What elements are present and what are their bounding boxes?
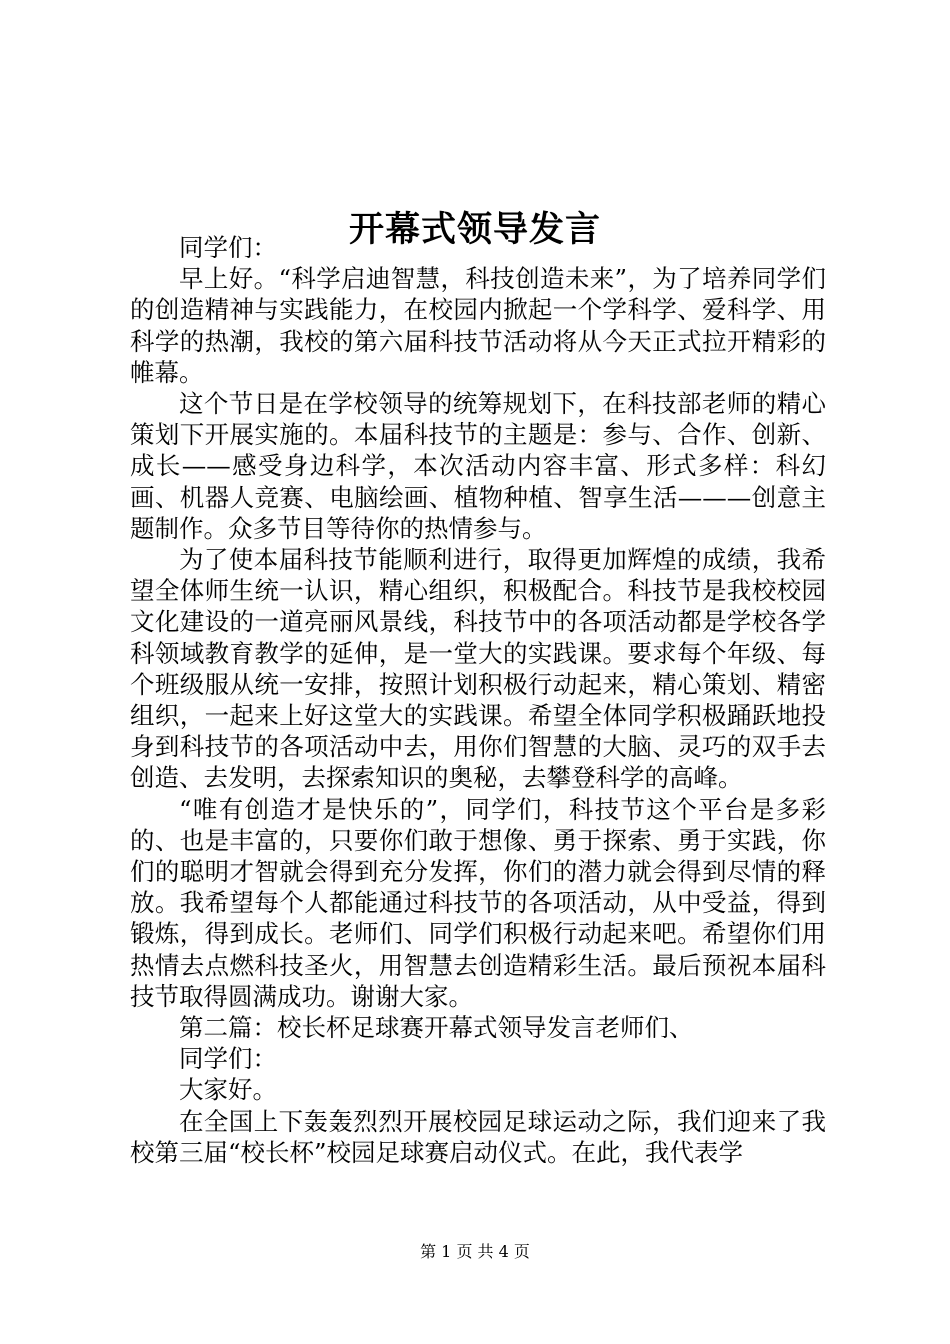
paragraph: 这个节日是在学校领导的统筹规划下，在科技部老师的精心策划下开展实施的。本届科技节的主题是：参与、合作、创新、成长——感受身边科学，本次活动内容丰富、形式多样：科幻画、机器人竞赛、电脑绘画、植物种植、智享生活———创意主题制作。众多节目等待你的热情参与。 xyxy=(130,389,826,543)
paragraph: 同学们： xyxy=(179,233,277,262)
paragraph: 在全国上下轰轰烈烈开展校园足球运动之际，我们迎来了我校第三届“校长杯”校园足球赛启动仪式。在此，我代表学 xyxy=(130,1106,826,1167)
paragraph: “唯有创造才是快乐的”，同学们，科技节这个平台是多彩的、也是丰富的，只要你们敢于想像、勇于探索、勇于实践，你们的聪明才智就会得到充分发挥，你们的潜力就会得到尽情的释放。我希望每个人都能通过科技节的各项活动，从中受益，得到锻炼，得到成长。老师们、同学们积极行动起来吧。希望你们用热情去点燃科技圣火，用智慧去创造精彩生活。最后预祝本届科技节取得圆满成功。谢谢大家。 xyxy=(130,794,826,1011)
document-title: 开幕式领导发言 xyxy=(348,209,601,251)
paragraph: 同学们： xyxy=(179,1044,277,1074)
page-number: 第 1 页 共 4 页 xyxy=(420,1242,530,1261)
paragraph: 第二篇：校长杯足球赛开幕式领导发言老师们、 xyxy=(179,1013,694,1043)
paragraph: 为了使本届科技节能顺利进行，取得更加辉煌的成绩，我希望全体师生统一认识，精心组织，积极配合。科技节是我校校园文化建设的一道亮丽风景线，科技节中的各项活动都是学校各学科领域教育教学的延伸，是一堂大的实践课。要求每个年级、每个班级服从统一安排，按照计划积极行动起来，精心策划、精密组织，一起来上好这堂大的实践课。希望全体同学积极踊跃地投身到科技节的各项活动中去，用你们智慧的大脑、灵巧的双手去创造、去发明，去探索知识的奥秘，去攀登科学的高峰。 xyxy=(130,545,826,793)
paragraph: 早上好。“科学启迪智慧，科技创造未来”，为了培养同学们的创造精神与实践能力，在校园内掀起一个学科学、爱科学、用科学的热潮，我校的第六届科技节活动将从今天正式拉开精彩的帷幕。 xyxy=(130,264,826,387)
page-footer xyxy=(0,1240,950,1264)
paragraph: 大家好。 xyxy=(179,1075,277,1105)
document-body xyxy=(130,232,826,1168)
